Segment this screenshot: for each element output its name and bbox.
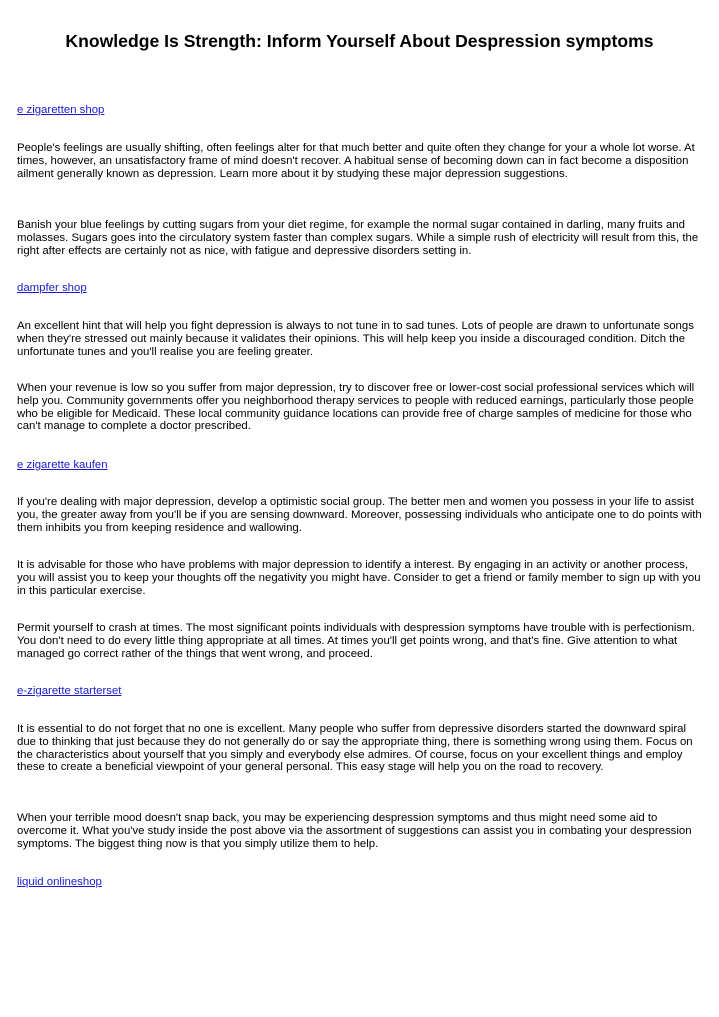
paragraph-6: It is advisable for those who have problems with major depression to identify a interest. By engaging in an activity or another process, you will assist you to keep your thoughts off the negativity you might have. Consider to get a friend or family member to sign up with you in this particular exercise.	[17, 559, 701, 597]
link-e-zigarette-kaufen[interactable]: e zigarette kaufen	[17, 459, 108, 471]
link-dampfer-shop[interactable]: dampfer shop	[17, 282, 87, 294]
paragraph-9: When your terrible mood doesn't snap back, you may be experiencing despression symptoms and thus might need some aid to overcome it. What you've study inside the post above via the assortment of suggestions can assist you in combating your despression symptoms. The biggest thing now is that you simply utilize them to help.	[17, 812, 692, 850]
paragraph-8: It is essential to do not forget that no one is excellent. Many people who suffer from depressive disorders started the downward spiral due to thinking that just because they do not generally do or say the appropriate thing, there is something wrong using them. Focus on the characteristics about yourself that you simply and everybody else admires. Of course, focus on your excellent things and employ these to create a beneficial viewpoint of your general personal. This easy stage will help you on the road to recovery.	[17, 723, 693, 774]
paragraph-3: An excellent hint that will help you fight depression is always to not tune in to sad tunes. Lots of people are drawn to unfortunate songs when they're stressed out mainly because it validates their opinions. This will help keep you inside a discouraged condition. Ditch the unfortunate tunes and you'll realise you are feeling greater.	[17, 320, 694, 358]
paragraph-4: When your revenue is low so you suffer from major depression, try to discover free or lower-cost social professional services which will help you. Community governments offer you neighborhood therapy services to people with reduced earnings, particularly those people who be eligible for Medicaid. These local community guidance locations can provide free of charge samples of medicine for those who can't manage to complete a doctor prescribed.	[17, 382, 695, 433]
paragraph-2: Banish your blue feelings by cutting sugars from your diet regime, for example the normal sugar contained in darling, many fruits and molasses. Sugars goes into the circulatory system faster than complex sugars. While a simple rush of electricity will result from this, the right after effects are certainly not as nice, with fatigue and depressive disorders setting in.	[17, 219, 699, 257]
paragraph-1: People's feelings are usually shifting, often feelings alter for that much better and quite often they change for your a whole lot worse. At times, however, an unsatisfactory frame of mind doesn't recover. A habitual sense of becoming down can in fact become a disposition ailment generally known as depression. Learn more about it by studying these major depression suggestions.	[17, 142, 695, 180]
paragraph-7: Permit yourself to crash at times. The most significant points individuals with despression symptoms have trouble with is perfectionism. You don't need to do every little thing appropriate at all times. At times you'll get points wrong, and that's fine. Give attention to what managed go correct rather of the things that went wrong, and proceed.	[17, 622, 695, 660]
link-liquid-onlineshop[interactable]: liquid onlineshop	[17, 876, 102, 888]
link-e-zigaretten-shop[interactable]: e zigaretten shop	[17, 104, 105, 116]
page-title: Knowledge Is Strength: Inform Yourself About Despression symptoms	[65, 31, 654, 51]
paragraph-5: If you're dealing with major depression, develop a optimistic social group. The better men and women you possess in your life to assist you, the greater away from you'll be if you are sensing downward. Moreover, possessing individuals who anticipate one to do points with them inhibits you from keeping residence and wallowing.	[17, 496, 702, 534]
link-e-zigarette-starterset[interactable]: e-zigarette starterset	[17, 685, 122, 697]
